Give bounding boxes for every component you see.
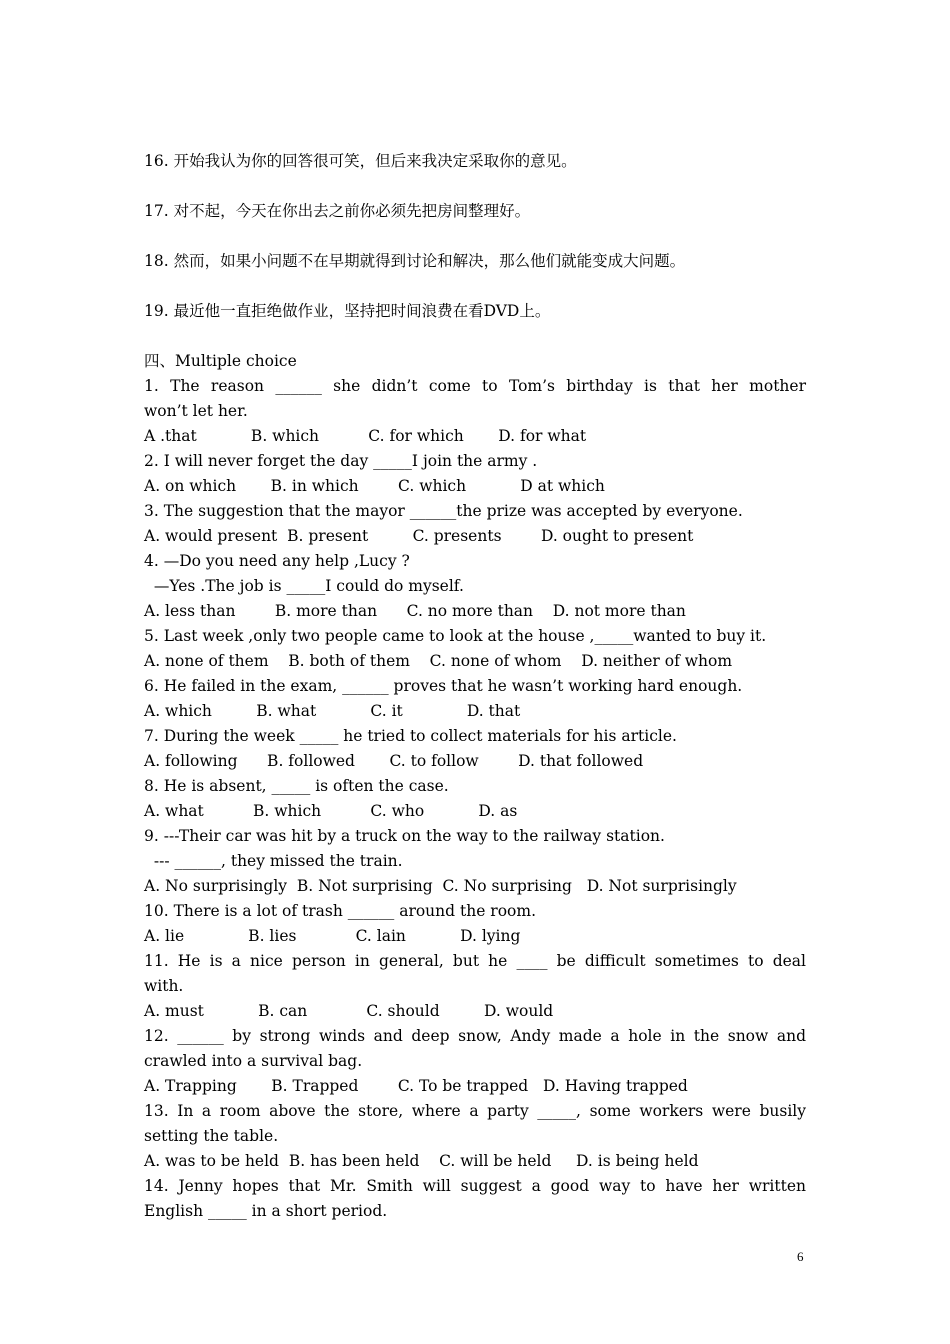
question-13-stem-line-2: setting the table.: [144, 1127, 279, 1145]
question-9-options: A. No surprisingly B. Not surprising C. No surprising D. Not surprisingly: [144, 877, 737, 895]
question-5-options: A. none of them B. both of them C. none of whom D. neither of whom: [144, 652, 733, 670]
question-12-stem-line-1: 12. ______ by strong winds and deep snow, Andy made a hole in the snow and: [144, 1027, 806, 1045]
question-3-options: A. would present B. present C. presents D. ought to present: [144, 527, 694, 545]
translation-19: 19. 最近他一直拒绝做作业，坚持把时间浪费在看DVD上。: [144, 302, 551, 320]
question-12-stem-line-2: crawled into a survival bag.: [144, 1052, 363, 1070]
section-heading: 四、Multiple choice: [144, 352, 297, 370]
question-4-options: A. less than B. more than C. no more than D. not more than: [144, 602, 686, 620]
question-11-stem-line-2: with.: [144, 977, 184, 995]
question-14-stem-line-1: 14. Jenny hopes that Mr. Smith will suggest a good way to have her written: [144, 1177, 806, 1195]
question-7-stem: 7. During the week _____ he tried to collect materials for his article.: [144, 727, 677, 745]
question-2-stem: 2. I will never forget the day _____I join the army .: [144, 452, 538, 470]
question-3-stem: 3. The suggestion that the mayor ______the prize was accepted by everyone.: [144, 502, 743, 520]
question-1-stem-line-1: 1. The reason ______ she didn’t come to Tom’s birthday is that her mother: [144, 377, 806, 395]
question-5-stem: 5. Last week ,only two people came to look at the house ,_____wanted to buy it.: [144, 627, 767, 645]
translation-16: 16. 开始我认为你的回答很可笑，但后来我决定采取你的意见。: [144, 152, 577, 170]
question-8-options: A. what B. which C. who D. as: [144, 802, 518, 820]
translation-17: 17. 对不起，今天在你出去之前你必须先把房间整理好。: [144, 202, 531, 220]
question-13-stem-line-1: 13. In a room above the store, where a party _____, some workers were busily: [144, 1102, 806, 1120]
question-4-stem-line-1: 4. —Do you need any help ,Lucy ?: [144, 552, 410, 570]
question-4-stem-line-2: —Yes .The job is _____I could do myself.: [144, 577, 464, 595]
question-14-stem-line-2: English _____ in a short period.: [144, 1202, 388, 1220]
question-9-stem-line-1: 9. ---Their car was hit by a truck on the way to the railway station.: [144, 827, 665, 845]
page-number: 6: [797, 1249, 804, 1264]
question-10-options: A. lie B. lies C. lain D. lying: [144, 927, 521, 945]
question-6-options: A. which B. what C. it D. that: [144, 702, 521, 720]
question-8-stem: 8. He is absent, _____ is often the case.: [144, 777, 449, 795]
question-2-options: A. on which B. in which C. which D at which: [144, 477, 605, 495]
question-12-options: A. Trapping B. Trapped C. To be trapped D. Having trapped: [144, 1077, 688, 1095]
question-10-stem: 10. There is a lot of trash ______ around the room.: [144, 902, 537, 920]
question-11-options: A. must B. can C. should D. would: [144, 1002, 554, 1020]
translation-18: 18. 然而，如果小问题不在早期就得到讨论和解决，那么他们就能变成大问题。: [144, 252, 686, 270]
question-1-options: A .that B. which C. for which D. for what: [144, 427, 587, 445]
question-6-stem: 6. He failed in the exam, ______ proves that he wasn’t working hard enough.: [144, 677, 743, 695]
question-1-stem-line-2: won’t let her.: [144, 402, 248, 420]
question-9-stem-line-2: --- ______, they missed the train.: [144, 852, 403, 870]
question-11-stem-line-1: 11. He is a nice person in general, but he ____ be difficult sometimes to deal: [144, 952, 806, 970]
question-13-options: A. was to be held B. has been held C. will be held D. is being held: [144, 1152, 699, 1170]
question-7-options: A. following B. followed C. to follow D. that followed: [144, 752, 644, 770]
